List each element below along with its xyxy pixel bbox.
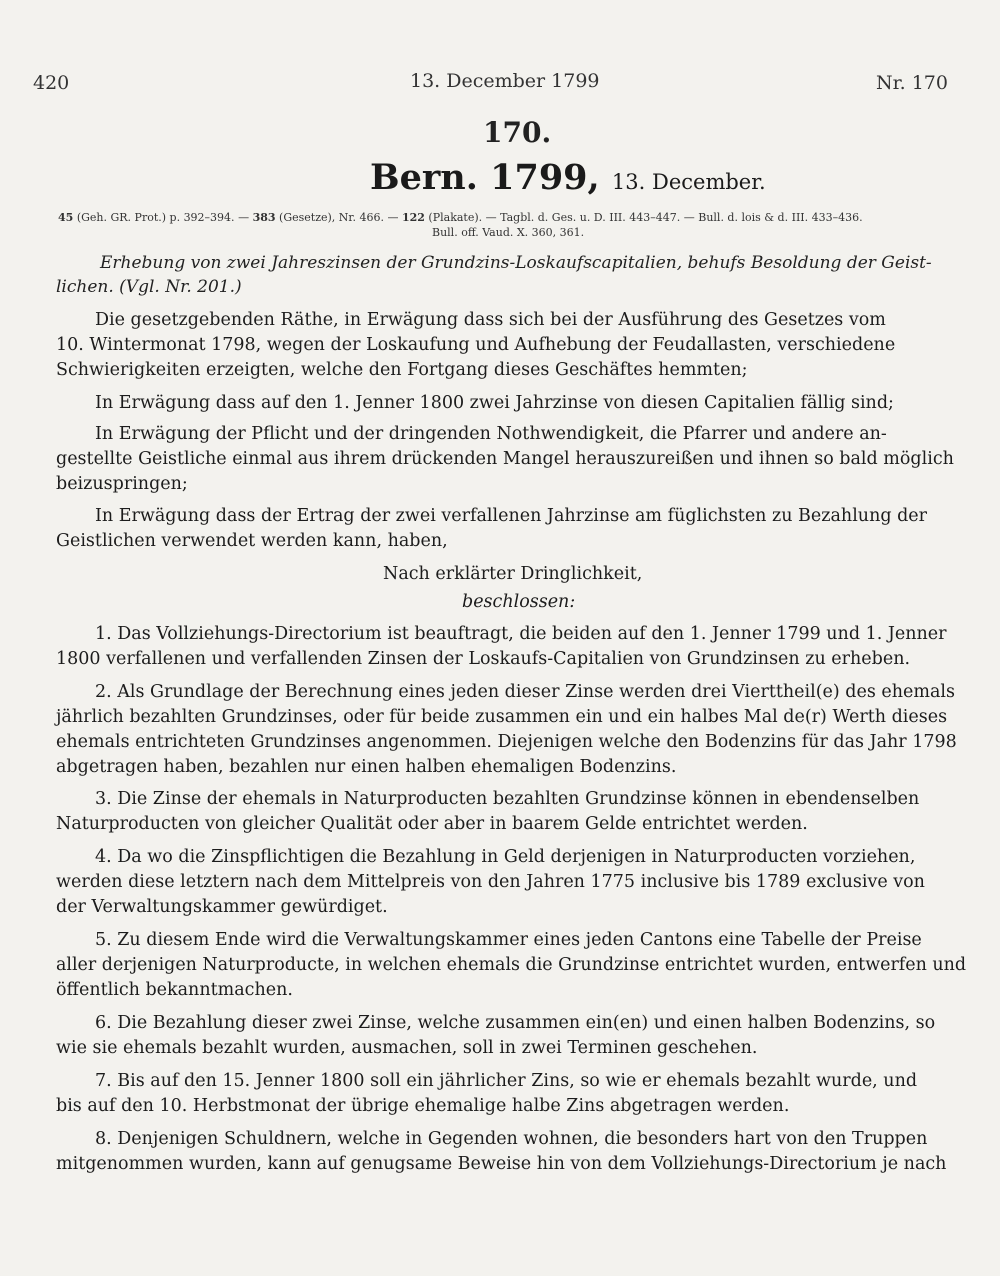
running-nr: Nr. 170 [876, 72, 948, 94]
body-line: 10. Wintermonat 1798, wegen der Loskaufung und Aufhebung der Feudallasten, verschiedene [56, 335, 896, 355]
article-3-line-1: 3. Die Zinse der ehemals in Naturproducten bezahlten Grundzinse können in ebendenselben [95, 789, 920, 809]
body-line: gestellte Geistliche einmal aus ihrem drückenden Mangel herauszureißen und ihnen so bald möglich [56, 449, 954, 469]
article-1-line-2: 1800 verfallenen und verfallenden Zinsen der Loskaufs-Capitalien von Grundzinsen zu erheben. [56, 649, 911, 669]
article-8-line-2: mitgenommen wurden, kann auf genugsame Beweise hin von dem Vollziehungs-Directorium je nach [56, 1154, 947, 1174]
source-c-number: 122 [401, 211, 425, 224]
article-6-line-2: wie sie ehemals bezahlt wurden, ausmachen, soll in zwei Terminen geschehen. [56, 1038, 758, 1058]
article-2-line-2: jährlich bezahlten Grundzinses, oder für beide zusammen ein und ein halbes Mal de(r) Werth dieses [56, 707, 948, 727]
body-line: In Erwägung dass der Ertrag der zwei verfallenen Jahrzinse am füglichsten zu Bezahlung der [95, 506, 928, 526]
running-date: 13. December 1799 [410, 70, 600, 92]
body-line: Schwierigkeiten erzeigten, welche den Fortgang dieses Geschäftes hemmten; [56, 360, 748, 380]
body-line: In Erwägung der Pflicht und der dringenden Nothwendigkeit, die Pfarrer und andere an- [95, 424, 887, 444]
document-heading [370, 157, 766, 198]
body-line: In Erwägung dass auf den 1. Jenner 1800 zwei Jahrzinse von diesen Capitalien fällig sind; [95, 393, 894, 413]
article-5-line-1: 5. Zu diesem Ende wird die Verwaltungskammer eines jeden Cantons eine Tabelle der Preise [95, 930, 922, 950]
body-line: Die gesetzgebenden Räthe, in Erwägung dass sich bei der Ausführung des Gesetzes vom [95, 310, 886, 330]
article-2-line-4: abgetragen haben, bezahlen nur einen halben ehemaligen Bodenzins. [56, 757, 677, 777]
sources-line-2: Bull. off. Vaud. X. 360, 361. [432, 226, 585, 239]
document-date: 13. December. [611, 170, 766, 194]
article-2-line-3: ehemals entrichteten Grundzinses angenommen. Diejenigen welche den Bodenzins für das Jahr 1798 [56, 732, 957, 752]
article-1-line-1: 1. Das Vollziehungs-Directorium ist beauftragt, die beiden auf den 1. Jenner 1799 und 1. Jenner [95, 624, 947, 644]
subject-line-2: lichen. (Vgl. Nr. 201.) [56, 277, 242, 297]
article-5-line-3: öffentlich bekanntmachen. [56, 980, 293, 1000]
source-a-number: 45 [58, 211, 74, 224]
article-6-line-1: 6. Die Bezahlung dieser zwei Zinse, welche zusammen ein(en) und einen halben Bodenzins, so [95, 1013, 936, 1033]
document-year: 1799, [490, 157, 600, 198]
article-4-line-2: werden diese letztern nach dem Mittelpreis von den Jahren 1775 inclusive bis 1789 exclusive von [56, 872, 925, 892]
source-b-number: 383 [252, 211, 276, 224]
document-number: 170. [483, 116, 552, 149]
article-7-line-2: bis auf den 10. Herbstmonat der übrige ehemalige halbe Zins abgetragen werden. [56, 1096, 790, 1116]
sources-line-1: 45 (Geh. GR. Prot.) p. 392–394. — 383 (Gesetze), Nr. 466. — 122 (Plakate). — Tagbl. d. Ges. u. D. III. 443–447. — Bull. d. lois & d. III. 433–436. [58, 211, 863, 224]
source-b-text: (Gesetze), Nr. 466. [279, 211, 384, 224]
page-number: 420 [33, 72, 70, 94]
body-line: Geistlichen verwendet werden kann, haben, [56, 531, 448, 551]
article-3-line-2: Naturproducten von gleicher Qualität oder aber in baarem Gelde entrichtet werden. [56, 814, 808, 834]
article-8-line-1: 8. Denjenigen Schuldnern, welche in Gegenden wohnen, die besonders hart von den Truppen [95, 1129, 928, 1149]
body-line: beizuspringen; [56, 474, 188, 494]
article-4-line-3: der Verwaltungskammer gewürdiget. [56, 897, 388, 917]
dringlichkeit-line: Nach erklärter Dringlichkeit, [383, 564, 643, 584]
beschlossen-line: beschlossen: [462, 592, 576, 612]
subject-line-1: Erhebung von zwei Jahreszinsen der Grundzins-Loskaufscapitalien, behufs Besoldung der Geist- [100, 253, 932, 273]
article-2-line-1: 2. Als Grundlage der Berechnung eines jeden dieser Zinse werden drei Vierttheil(e) des ehemals [95, 682, 955, 702]
source-a-text: (Geh. GR. Prot.) p. 392–394. [76, 211, 235, 224]
document-place: Bern. [370, 157, 478, 198]
article-4-line-1: 4. Da wo die Zinspflichtigen die Bezahlung in Geld derjenigen in Naturproducten vorziehen, [95, 847, 916, 867]
article-7-line-1: 7. Bis auf den 15. Jenner 1800 soll ein jährlicher Zins, so wie er ehemals bezahlt wurde, und [95, 1071, 918, 1091]
article-5-line-2: aller derjenigen Naturproducte, in welchen ehemals die Grundzinse entrichtet wurden, entwerfen und [56, 955, 966, 975]
source-c-text: (Plakate). — Tagbl. d. Ges. u. D. III. 443–447. — Bull. d. lois & d. III. 433–436. [428, 211, 863, 224]
